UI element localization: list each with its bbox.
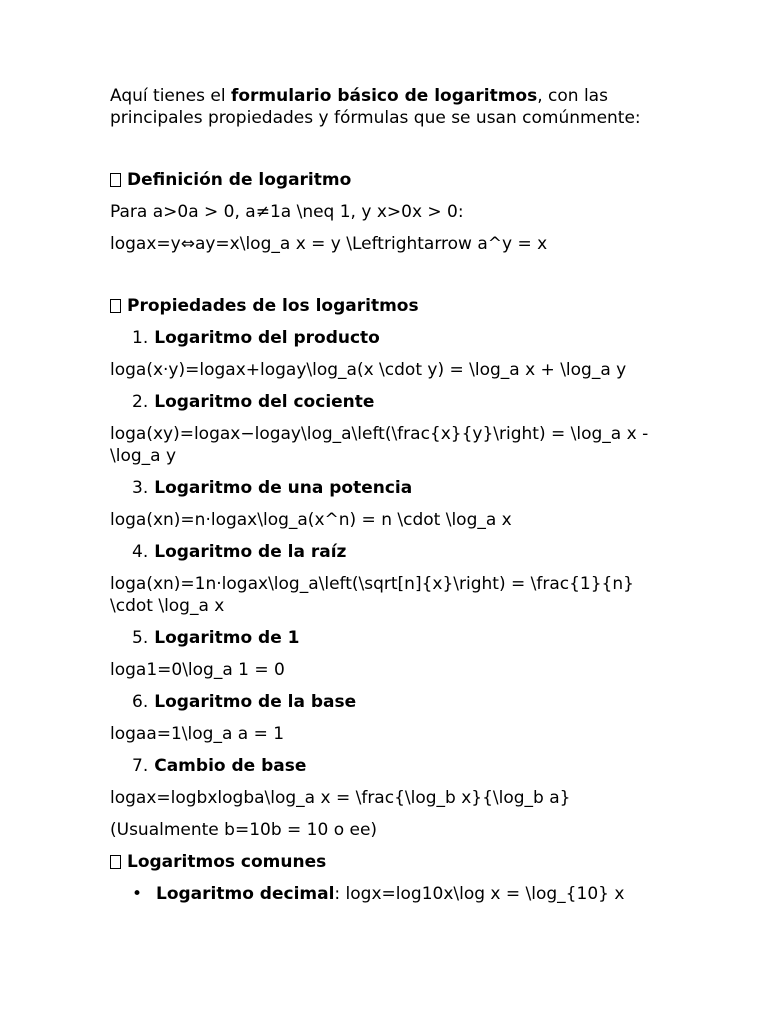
item-title: Cambio de base	[154, 756, 307, 776]
definition-formula: logax=y⇔ay=x\log_a x = y \Leftrightarrow a^y = x	[110, 234, 548, 254]
item-number: 6.	[132, 692, 149, 712]
property-item-title	[110, 541, 670, 563]
item-number: 7.	[132, 756, 149, 776]
heading-text: Propiedades de los logaritmos	[127, 296, 419, 316]
intro-text-bold: formulario básico de logaritmos	[230, 86, 538, 106]
property-formula: loga(xn)=n·logax\log_a(x^n) = n \cdot \log_a x	[110, 510, 512, 530]
section-heading-definition	[110, 169, 670, 191]
item-title: Logaritmo del producto	[154, 328, 380, 348]
intro-text-post: , con las principales propiedades y fórmulas que se usan comúnmente:	[110, 86, 641, 128]
list-item-title: Logaritmo decimal	[156, 884, 335, 904]
missing-glyph-icon	[110, 173, 121, 187]
list-item	[110, 883, 670, 905]
bullet-icon: •	[132, 884, 143, 904]
property-formula: logaa=1\log_a a = 1	[110, 724, 285, 744]
item-number: 3.	[132, 478, 149, 498]
property-item-title	[110, 627, 670, 649]
property-item-title	[110, 477, 670, 499]
property-item-title	[110, 691, 670, 713]
property-formula: loga1=0\log_a 1 = 0	[110, 660, 285, 680]
property-formula: loga(x·y)=logax+logay\log_a(x \cdot y) = \log_a x + \log_a y	[110, 360, 627, 380]
item-number: 5.	[132, 628, 149, 648]
intro-text-pre: Aquí tienes el	[110, 86, 231, 106]
intro-paragraph	[110, 85, 670, 129]
heading-text: Logaritmos comunes	[127, 852, 327, 872]
property-item-title	[110, 391, 670, 413]
section-heading-common	[110, 851, 670, 873]
property-item-title	[110, 327, 670, 349]
item-title: Logaritmo de la raíz	[154, 542, 347, 562]
item-title: Logaritmo de la base	[154, 692, 357, 712]
item-title: Logaritmo de una potencia	[154, 478, 413, 498]
property-formula: loga(xn)=1n·logax\log_a\left(\sqrt[n]{x}\right) = \frac{1}{n} \cdot \log_a x	[110, 574, 634, 616]
item-number: 1.	[132, 328, 149, 348]
list-item-content	[132, 883, 670, 905]
missing-glyph-icon	[110, 299, 121, 313]
item-number: 2.	[132, 392, 149, 412]
property-formula: logax=logbxlogba\log_a x = \frac{\log_b x}{\log_b a}	[110, 788, 571, 808]
missing-glyph-icon	[110, 855, 121, 869]
item-title: Logaritmo de 1	[154, 628, 300, 648]
heading-text: Definición de logaritmo	[127, 170, 352, 190]
document-page	[110, 85, 670, 915]
item-number: 4.	[132, 542, 149, 562]
change-of-base-note: (Usualmente b=10b = 10 o ee)	[110, 820, 378, 840]
definition-condition: Para a>0a > 0, a≠1a \neq 1, y x>0x > 0:	[110, 202, 464, 222]
list-item-text: : logx=log10x\log x = \log_{10} x	[334, 884, 625, 904]
property-formula: loga(xy)=logax−logay\log_a\left(\frac{x}{y}\right) = \log_a x - \log_a y	[110, 424, 649, 466]
property-item-title	[110, 755, 670, 777]
section-heading-properties	[110, 295, 670, 317]
item-title: Logaritmo del cociente	[154, 392, 375, 412]
